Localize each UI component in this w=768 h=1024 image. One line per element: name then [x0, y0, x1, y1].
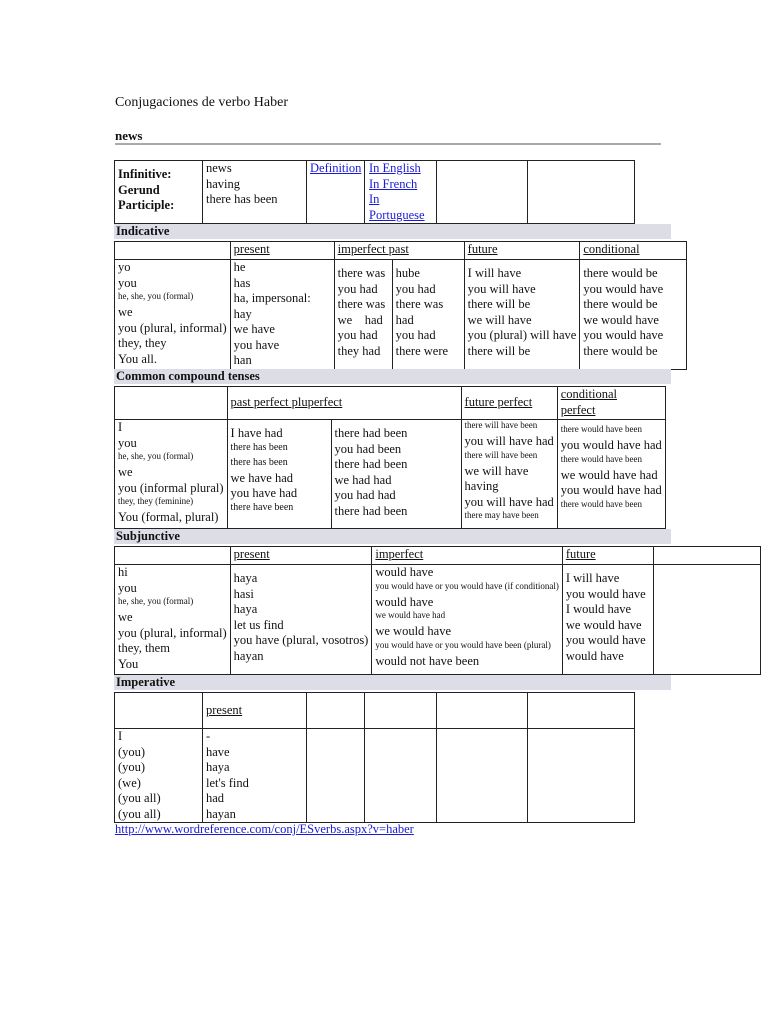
pronoun: I: [118, 729, 123, 743]
conjugation: I would have: [565, 602, 632, 616]
pronoun: he, she, you (formal): [118, 291, 194, 301]
french-link[interactable]: In French: [369, 176, 418, 191]
conjugation: they had: [337, 343, 381, 358]
conjugation: I have had: [230, 426, 283, 440]
conjugation: you had: [395, 281, 436, 296]
conjugation: I will have: [467, 266, 522, 280]
pronoun: (you all): [118, 791, 161, 805]
pronoun: You all.: [118, 351, 158, 366]
conjugation: having: [464, 479, 499, 493]
empty-cell: [307, 729, 365, 823]
conjugation: there would have been: [560, 498, 642, 509]
conjugation: would not have been: [375, 653, 480, 668]
conjugation: you had: [395, 328, 436, 342]
pronoun: they, they (feminine): [118, 496, 194, 506]
conjugation: there were: [395, 343, 449, 358]
conjugation: we would have had: [375, 610, 446, 620]
conjugation: you (plural) will have: [467, 328, 577, 342]
conjugation: you had: [337, 328, 378, 342]
empty-cell: [653, 547, 760, 565]
conjugation: -: [206, 729, 211, 743]
empty-cell: [307, 693, 365, 729]
links-cell: [307, 161, 425, 224]
conjugation: han: [233, 353, 252, 367]
empty-cell: [437, 729, 528, 823]
pronoun: they, them: [118, 641, 170, 655]
conjugation: you would have: [565, 586, 646, 601]
pronoun: I: [118, 420, 123, 434]
participle-value: there has been: [206, 192, 278, 206]
header-imperfect: imperfect: [375, 547, 424, 561]
conjugation: there had been: [334, 503, 408, 518]
section-indicative: Indicative: [114, 224, 671, 239]
conjugation: had: [395, 312, 414, 327]
conjugation: you would have: [583, 281, 664, 296]
empty-cell: [437, 161, 528, 224]
conjugation: we have had: [230, 470, 294, 485]
conjugation: there was: [337, 266, 386, 280]
conjugation: haya: [206, 760, 230, 774]
header-conditional: conditional: [583, 242, 640, 256]
conjugation: there will have been: [464, 420, 538, 430]
conjugation: there would have been: [560, 453, 642, 464]
forms-labels-cell: [115, 161, 203, 224]
conjugation: would have: [375, 565, 434, 579]
imperative-table: [114, 692, 635, 823]
conjugation: hay: [233, 306, 252, 321]
header-present: present: [206, 703, 243, 717]
empty-cell: [365, 693, 437, 729]
pronoun: they, they: [118, 336, 167, 350]
pronoun: you (plural, informal): [118, 320, 227, 335]
pronoun: (you): [118, 744, 146, 759]
conjugation: there was: [337, 297, 386, 311]
header-present: present: [233, 242, 270, 256]
conjugation: there had been: [334, 457, 408, 471]
empty-cell: [115, 242, 231, 260]
header-future: future: [565, 547, 596, 561]
conjugation: have: [206, 744, 230, 759]
conjugation: hube: [395, 266, 420, 280]
compound-table: [114, 386, 666, 529]
gerund-label: Gerund: [118, 182, 160, 197]
empty-cell: [528, 729, 635, 823]
conjugation: you will have had: [464, 434, 554, 448]
conjugation: you have (plural, vosotros): [233, 633, 369, 647]
header-future: future: [467, 242, 498, 256]
empty-cell: [115, 547, 231, 565]
document-title: Conjugaciones de verbo Haber: [115, 95, 288, 110]
conjugation: there may have been: [464, 510, 539, 520]
empty-cell: [115, 387, 228, 420]
conjugation: you will have: [467, 281, 536, 296]
pronoun: you: [118, 580, 137, 595]
empty-cell: [528, 161, 635, 224]
conjugation: you had had: [334, 488, 396, 502]
definition-link[interactable]: Definition: [310, 161, 362, 175]
gerund-value: having: [206, 176, 241, 191]
pronoun: (we): [118, 775, 141, 790]
conjugation: we would have: [583, 312, 659, 327]
portuguese-link-prefix[interactable]: In: [369, 192, 380, 206]
conjugation: there will be: [467, 343, 531, 358]
conjugation: hayan: [206, 806, 236, 821]
empty-cell: [365, 729, 437, 823]
infinitive-value: news: [206, 161, 232, 175]
participle-label: Participle:: [118, 198, 175, 212]
pronoun: yo: [118, 260, 131, 274]
conjugation: you had been: [334, 441, 402, 456]
conjugation: there has been: [230, 441, 288, 453]
english-link[interactable]: In English: [369, 161, 421, 175]
section-subjunctive: Subjunctive: [114, 529, 671, 544]
conjugation: we would have had: [560, 467, 658, 482]
empty-cell: [653, 565, 760, 675]
conjugation: you have had: [230, 486, 298, 500]
empty-cell: [437, 693, 528, 729]
header-imperfect-past: imperfect past: [337, 242, 409, 256]
conjugation: there has been: [230, 456, 288, 468]
conjugation: you would have: [565, 633, 646, 647]
conjugation: we will have: [467, 312, 532, 327]
conjugation: would have: [375, 594, 434, 609]
pronoun: you (plural, informal): [118, 625, 227, 640]
pronoun: (you): [118, 760, 146, 774]
pronoun: You: [118, 656, 139, 671]
header-past-perfect: past perfect pluperfect: [230, 395, 343, 410]
header-present: present: [233, 547, 270, 561]
conjugation: you would have: [583, 328, 664, 342]
conjugation: hayan: [233, 648, 264, 663]
conjugation: we will have: [464, 463, 529, 478]
conjugation: there would be: [583, 266, 658, 280]
document-subtitle: news: [115, 128, 143, 143]
conjugation: there had been: [334, 426, 408, 440]
conjugation: you had: [337, 281, 378, 296]
conjugation: you would have had: [560, 483, 662, 497]
source-link[interactable]: http://www.wordreference.com/conj/ESverbs.aspx?v=haber: [115, 822, 414, 836]
pronoun: you (informal plural): [118, 480, 224, 495]
portuguese-link[interactable]: Portuguese: [369, 207, 425, 222]
conjugation: there have been: [230, 501, 294, 513]
conjugation: has: [233, 275, 251, 290]
conjugation: let us find: [233, 617, 284, 632]
conjugation: hasi: [233, 586, 254, 601]
empty-cell: [528, 693, 635, 729]
divider: [115, 143, 661, 145]
conjugation: ha, impersonal:: [233, 291, 311, 305]
conjugation: let's find: [206, 775, 249, 790]
conjugation: you would have or you would have been (plural): [375, 639, 551, 650]
pronoun: you: [118, 435, 137, 450]
header-conditional-perfect: conditional: [560, 387, 617, 401]
indicative-table: [114, 241, 687, 370]
empty-cell: [115, 693, 203, 729]
conjugation: had: [206, 791, 225, 805]
conjugation: we would have: [565, 617, 642, 632]
pronoun: we: [118, 610, 133, 624]
conjugation: I will have: [565, 571, 620, 585]
pronoun: (you all): [118, 806, 161, 821]
pronoun: he, she, you (formal): [118, 451, 194, 461]
conjugation: there would have been: [560, 424, 642, 434]
conjugation: we had had: [334, 472, 392, 487]
pronoun: we: [118, 305, 133, 319]
conjugation: you will have had: [464, 494, 554, 509]
conjugation: there will be: [467, 297, 531, 311]
infinitive-table: [114, 160, 635, 224]
conjugation: there would be: [583, 297, 658, 311]
conjugation: we would have: [375, 624, 452, 638]
conjugation: haya: [233, 571, 258, 585]
conjugation: there was: [395, 297, 444, 311]
conjugation: you would have had: [560, 438, 662, 452]
pronoun: hi: [118, 565, 128, 579]
conjugation: would have: [565, 648, 624, 663]
conjugation: there will have been: [464, 449, 538, 460]
conjugation: haya: [233, 602, 258, 616]
forms-values-cell: [203, 161, 307, 224]
pronoun: he, she, you (formal): [118, 596, 194, 606]
conjugation: he: [233, 260, 246, 274]
infinitive-label: Infinitive:: [118, 167, 172, 181]
header-conditional-perfect: perfect: [560, 402, 596, 417]
conjugation: you have: [233, 337, 280, 352]
conjugation: we have: [233, 322, 275, 336]
conjugation: we had: [337, 312, 383, 327]
subjunctive-table: [114, 546, 761, 675]
pronoun: we: [118, 465, 133, 479]
section-imperative: Imperative: [114, 675, 671, 690]
header-future-perfect: future perfect: [464, 395, 533, 410]
pronoun: you: [118, 275, 137, 290]
pronoun: You (formal, plural): [118, 510, 219, 524]
section-compound: Common compound tenses: [114, 369, 671, 384]
conjugation: there would be: [583, 343, 658, 358]
conjugation: you would have or you would have (if conditional): [375, 580, 559, 591]
